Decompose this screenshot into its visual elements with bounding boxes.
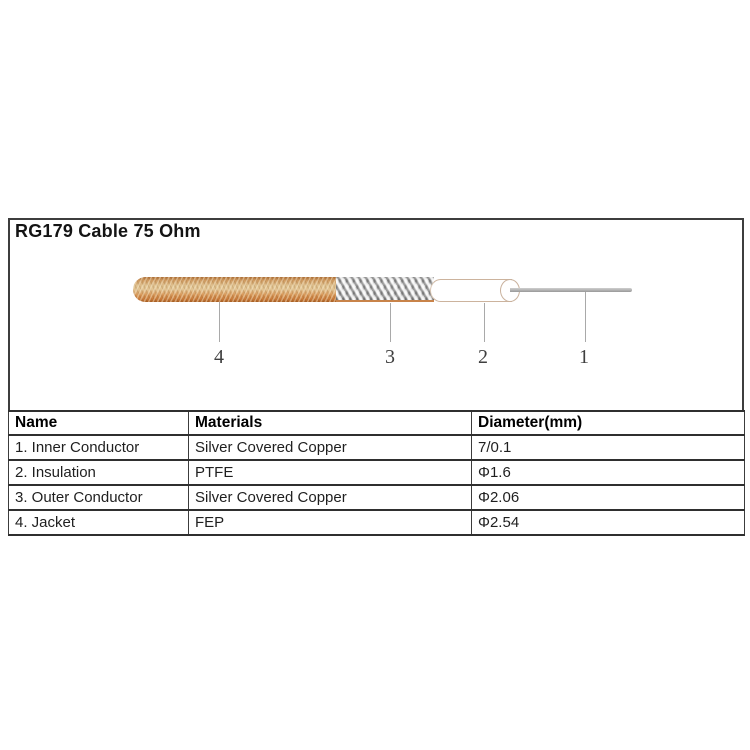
callout-number-4: 4: [214, 346, 224, 368]
diagram-frame: [8, 218, 744, 410]
callout-line-1: [585, 292, 586, 342]
header-materials: Materials: [189, 411, 472, 435]
callout-line-3: [390, 303, 391, 342]
table-header-row: [9, 411, 745, 435]
callout-line-2: [484, 303, 485, 342]
cell-name: 1. Inner Conductor: [9, 435, 189, 460]
cell-diameter: 7/0.1: [472, 435, 745, 460]
cell-materials: FEP: [189, 510, 472, 535]
cell-name: 4. Jacket: [9, 510, 189, 535]
cell-materials: PTFE: [189, 460, 472, 485]
inner-conductor-wire: [510, 288, 632, 292]
outer-conductor-braid-layer: [336, 277, 434, 302]
cell-diameter: Φ1.6: [472, 460, 745, 485]
spec-table: [8, 410, 745, 536]
page-title: RG179 Cable 75 Ohm: [15, 221, 201, 241]
table-row: [9, 460, 745, 485]
jacket-layer: [133, 277, 336, 302]
header-name: Name: [9, 411, 189, 435]
callout-number-1: 1: [579, 346, 589, 368]
cell-materials: Silver Covered Copper: [189, 485, 472, 510]
table-row: [9, 435, 745, 460]
cell-diameter: Φ2.06: [472, 485, 745, 510]
callout-number-3: 3: [385, 346, 395, 368]
header-diameter: Diameter(mm): [472, 411, 745, 435]
cell-diameter: Φ2.54: [472, 510, 745, 535]
table-row: [9, 485, 745, 510]
callout-number-2: 2: [478, 346, 488, 368]
cell-name: 3. Outer Conductor: [9, 485, 189, 510]
callout-line-4: [219, 302, 220, 342]
table-row: [9, 510, 745, 535]
cell-name: 2. Insulation: [9, 460, 189, 485]
cell-materials: Silver Covered Copper: [189, 435, 472, 460]
